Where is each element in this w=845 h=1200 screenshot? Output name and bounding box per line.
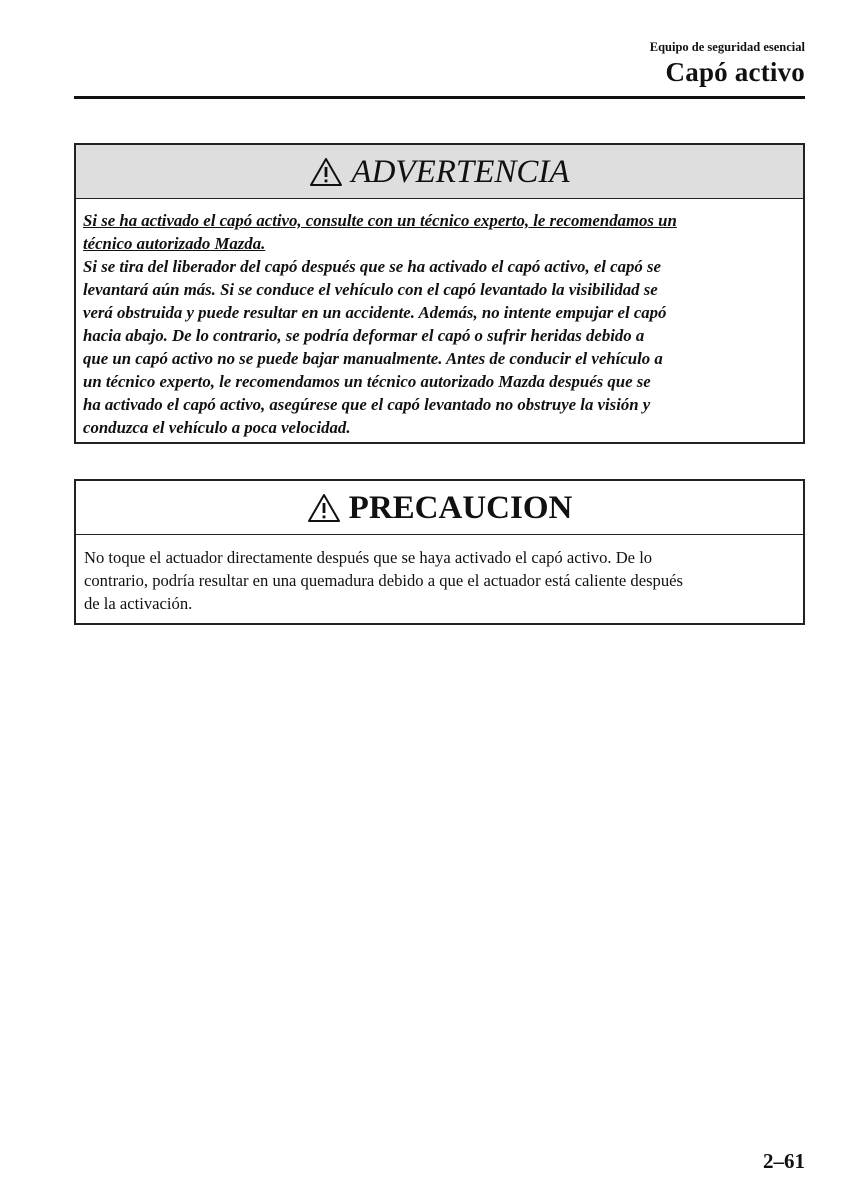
caution-box <box>74 479 805 625</box>
warning-line: un técnico experto, le recomendamos un técnico autorizado Mazda después que se <box>83 372 651 391</box>
warning-triangle-icon <box>307 493 341 523</box>
warning-line: técnico autorizado Mazda. <box>83 234 266 253</box>
warning-line: ha activado el capó activo, asegúrese que el capó levantado no obstruye la visión y <box>83 395 651 414</box>
section-name: Equipo de seguridad esencial <box>649 40 805 54</box>
warning-line: que un capó activo no se puede bajar manualmente. Antes de conducir el vehículo a <box>83 349 663 368</box>
page-title: Capó activo <box>665 57 805 87</box>
warning-line: conduzca el vehículo a poca velocidad. <box>83 418 351 437</box>
page-number: 2–61 <box>763 1149 805 1173</box>
warning-line: Si se tira del liberador del capó después que se ha activado el capó activo, el capó se <box>83 257 661 276</box>
warning-text <box>76 199 803 439</box>
warning-box <box>74 143 805 444</box>
caution-text <box>76 535 803 615</box>
warning-line: levantará aún más. Si se conduce el vehículo con el capó levantado la visibilidad se <box>83 280 658 299</box>
caution-line: No toque el actuador directamente después que se haya activado el capó activo. De lo <box>84 548 653 567</box>
caution-line: contrario, podría resultar en una quemadura debido a que el actuador está caliente después <box>84 571 683 590</box>
warning-line: hacia abajo. De lo contrario, se podría deformar el capó o sufrir heridas debido a <box>83 326 645 345</box>
warning-triangle-icon <box>309 157 343 187</box>
warning-header <box>76 145 803 199</box>
caution-label: PRECAUCION <box>348 489 573 526</box>
caution-header <box>76 481 803 535</box>
warning-line: Si se ha activado el capó activo, consulte con un técnico experto, le recomendamos un <box>83 211 677 230</box>
caution-line: de la activación. <box>84 594 193 613</box>
warning-line: verá obstruida y puede resultar en un accidente. Además, no intente empujar el capó <box>83 303 667 322</box>
warning-label: ADVERTENCIA <box>351 153 570 190</box>
header-divider <box>74 96 805 99</box>
